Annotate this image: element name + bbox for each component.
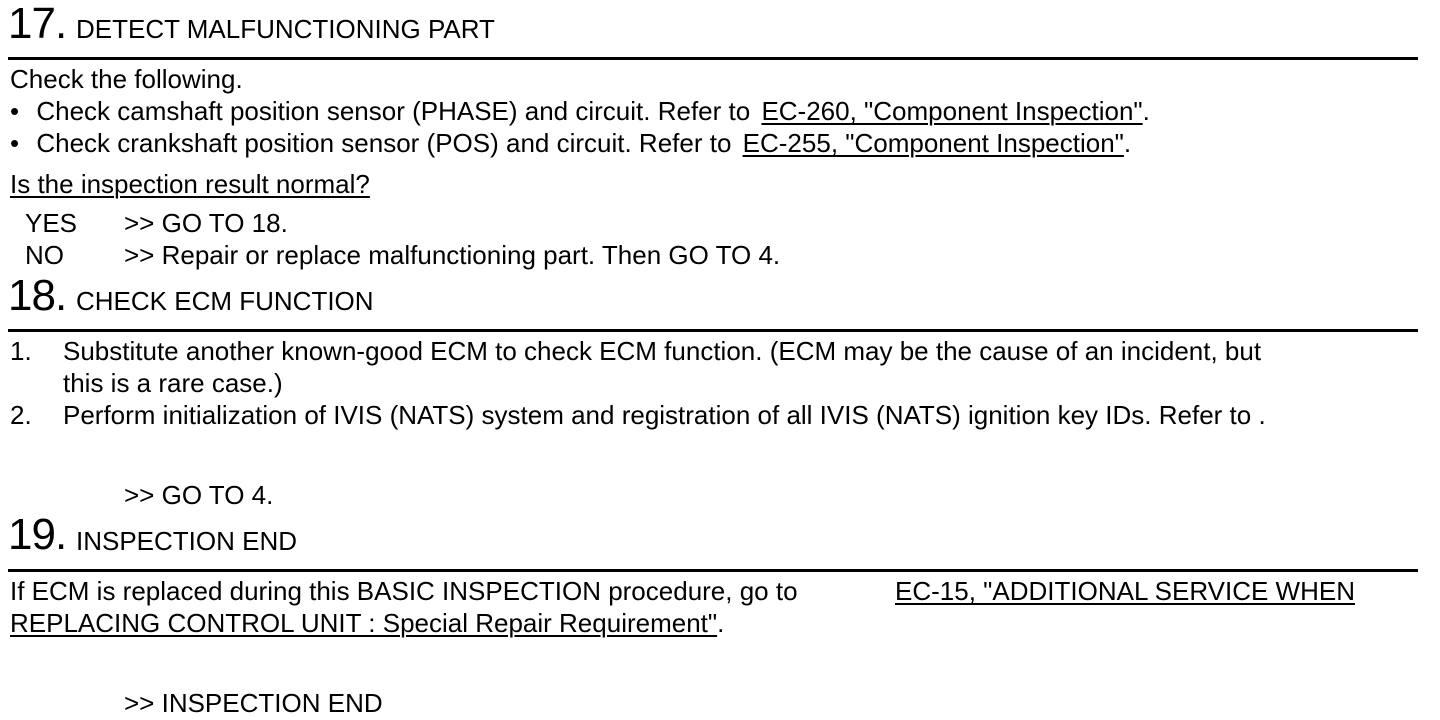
step-17-title: DETECT MALFUNCTIONING PART — [76, 14, 495, 44]
step-17-divider — [8, 57, 1418, 60]
list-item-text: Perform initialization of IVIS (NATS) system and registration of all IVIS (NATS) ignition key IDs. Refer to . — [63, 400, 1266, 430]
yes-label: YES — [25, 208, 78, 238]
step-18-title: CHECK ECM FUNCTION — [76, 286, 374, 316]
component-inspection-link-ec255[interactable]: EC-255, "Component Inspection" — [742, 128, 1124, 158]
step-17-number: 17. — [8, 0, 67, 48]
bullet-marker: • — [10, 96, 20, 126]
bullet-end: . — [1123, 128, 1132, 158]
step-18-divider — [8, 329, 1418, 332]
component-inspection-link-ec260[interactable]: EC-260, "Component Inspection" — [761, 96, 1143, 126]
inspection-question: Is the inspection result normal? — [10, 169, 370, 199]
bullet-end: . — [1142, 96, 1150, 126]
step-17-intro: Check the following. — [10, 64, 243, 94]
step-19-action: >> INSPECTION END — [124, 688, 383, 718]
bullet-item — [10, 130, 1131, 156]
step-18-action: >> GO TO 4. — [124, 480, 274, 510]
step-19-end: . — [717, 608, 725, 638]
step-19-text: If ECM is replaced during this BASIC INSPECTION procedure, go to — [10, 576, 798, 606]
list-item-text-continued: this is a rare case.) — [63, 368, 283, 398]
step-18-number: 18. — [8, 271, 67, 320]
list-item-number: 1. — [10, 336, 32, 366]
no-label: NO — [25, 240, 64, 270]
bullet-text: Check crankshaft position sensor (POS) and circuit. Refer to — [36, 128, 732, 158]
additional-service-link-continued[interactable]: REPLACING CONTROL UNIT : Special Repair Requirement" — [10, 608, 718, 638]
list-item-text: Substitute another known-good ECM to check ECM function. (ECM may be the cause of an incident, but — [63, 336, 1262, 366]
step-19-title: INSPECTION END — [76, 526, 298, 556]
bullet-marker: • — [10, 128, 20, 158]
step-19-divider — [8, 569, 1418, 572]
list-item-number: 2. — [10, 400, 32, 430]
bullet-item — [10, 98, 1150, 124]
step-19-number: 19. — [8, 510, 67, 559]
no-action: >> Repair or replace malfunctioning part. Then GO TO 4. — [124, 240, 781, 270]
additional-service-link-continued-line — [10, 610, 724, 636]
yes-action: >> GO TO 18. — [124, 208, 288, 238]
bullet-text: Check camshaft position sensor (PHASE) and circuit. Refer to — [36, 96, 751, 126]
additional-service-link[interactable]: EC-15, "ADDITIONAL SERVICE WHEN — [895, 576, 1355, 606]
